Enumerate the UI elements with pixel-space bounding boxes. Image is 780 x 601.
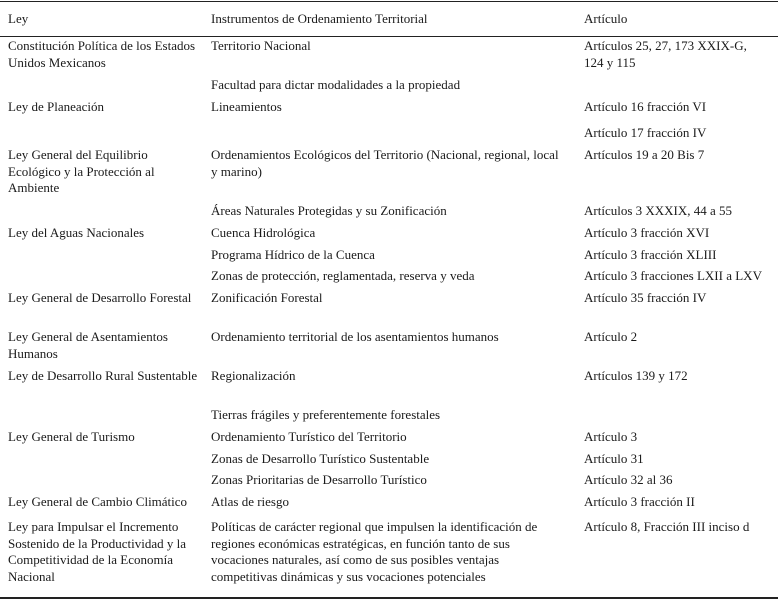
table-cell-articulo: Artículo 3 — [584, 429, 638, 444]
table-cell-ley: Ley de Planeación — [8, 99, 105, 114]
table-cell-instrumento: Zonas de Desarrollo Turístico Sustentable — [211, 451, 430, 466]
column-header-instrumentos: Instrumentos de Ordenamiento Territorial — [211, 11, 428, 26]
table-cell-ley: Ley del Aguas Nacionales — [8, 225, 145, 240]
table-cell-articulo: Artículo 31 — [584, 451, 644, 466]
table-cell-instrumento: Zonificación Forestal — [211, 290, 323, 305]
table-cell-articulo: Artículo 2 — [584, 329, 638, 344]
table-cell-ley: Ley General de Turismo — [8, 429, 135, 444]
table-cell-ley: Ley de Desarrollo Rural Sustentable — [8, 368, 198, 383]
table-cell-articulo: Artículo 17 fracción IV — [584, 125, 707, 140]
table-cell-instrumento: Ordenamiento Turístico del Territorio — [211, 429, 407, 444]
table-cell-articulo: Artículos 25, 27, 173 XXIX-G, 124 y 115 — [584, 38, 747, 70]
table-cell-instrumento: Regionalización — [211, 368, 296, 383]
table-cell-instrumento: Lineamientos — [211, 99, 282, 114]
table-cell-instrumento: Áreas Naturales Protegidas y su Zonificación — [211, 203, 447, 218]
table-cell-articulo: Artículo 32 al 36 — [584, 472, 673, 487]
table-cell-articulo: Artículos 3 XXXIX, 44 a 55 — [584, 203, 733, 218]
table-cell-articulo: Artículo 16 fracción VI — [584, 99, 707, 114]
column-header-articulo: Artículo — [584, 11, 628, 26]
table-cell-articulo: Artículo 3 fracción XVI — [584, 225, 710, 240]
table-cell-instrumento: Tierras frágiles y preferentemente forestales — [211, 407, 441, 422]
table-cell-ley: Ley General de Asentamientos Humanos — [8, 329, 168, 361]
table-cell-articulo: Artículos 139 y 172 — [584, 368, 688, 383]
table-cell-ley: Constitución Política de los Estados Unidos Mexicanos — [8, 38, 196, 70]
table-cell-instrumento: Zonas Prioritarias de Desarrollo Turístico — [211, 472, 427, 487]
table-cell-ley: Ley General del Equilibrio Ecológico y la Protección al Ambiente — [8, 147, 155, 195]
table-cell-ley: Ley General de Desarrollo Forestal — [8, 290, 192, 305]
table-cell-articulo: Artículos 19 a 20 Bis 7 — [584, 147, 705, 162]
table-cell-articulo: Artículo 35 fracción IV — [584, 290, 707, 305]
table-cell-instrumento: Ordenamientos Ecológicos del Territorio (Nacional, regional, local y marino) — [211, 147, 559, 179]
table-cell-instrumento: Zonas de protección, reglamentada, reserva y veda — [211, 268, 475, 283]
table-bottom-rule — [0, 597, 778, 599]
table-cell-ley: Ley General de Cambio Climático — [8, 494, 188, 509]
table-cell-articulo: Artículo 3 fracción II — [584, 494, 695, 509]
table-top-rule — [0, 1, 778, 2]
table-cell-instrumento: Programa Hídrico de la Cuenca — [211, 247, 375, 262]
table-cell-instrumento: Ordenamiento territorial de los asentamientos humanos — [211, 329, 499, 344]
table-cell-instrumento: Atlas de riesgo — [211, 494, 289, 509]
header-rule — [0, 36, 778, 37]
table-cell-instrumento: Políticas de carácter regional que impulsen la identificación de regiones económicas estratégicas, en función tanto de sus vocaciones naturales, así como de sus posibles ventajas competitivas dinámicas y sus vocaciones potenciales — [211, 519, 538, 584]
table-cell-instrumento: Facultad para dictar modalidades a la propiedad — [211, 77, 461, 92]
table-cell-ley: Ley para Impulsar el Incremento Sostenido de la Productividad y la Competitividad de la Economía Nacional — [8, 519, 187, 584]
column-header-ley: Ley — [8, 11, 29, 26]
table-cell-articulo: Artículo 8, Fracción III inciso d — [584, 519, 750, 534]
table-cell-instrumento: Territorio Nacional — [211, 38, 311, 53]
table-cell-articulo: Artículo 3 fracción XLIII — [584, 247, 717, 262]
table-cell-instrumento: Cuenca Hidrológica — [211, 225, 316, 240]
table-cell-articulo: Artículo 3 fracciones LXII a LXV — [584, 268, 762, 283]
